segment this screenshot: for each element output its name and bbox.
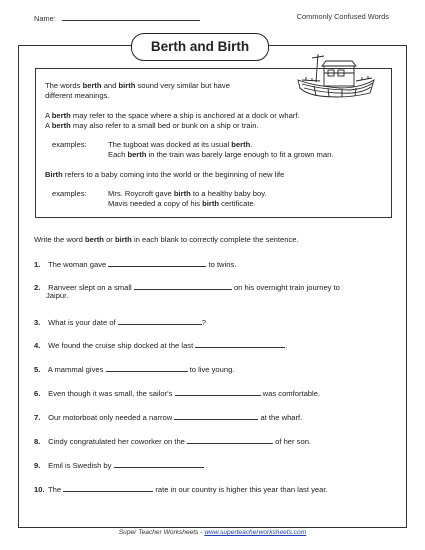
word-berth: berth [82,81,102,90]
question-text: on his overnight train journey to [233,283,340,292]
question-text: of her son. [275,437,312,446]
question-4 [34,339,389,351]
question-7 [34,411,389,423]
question-number: 4. [34,341,41,350]
question-3 [34,316,389,328]
question-text: Cindy congratulated her coworker on the [48,437,185,446]
word-birth: birth [118,81,136,90]
footer-link[interactable]: www.superteacherworksheets.com [204,529,307,536]
question-text: What is your date of [48,318,116,327]
word-birth: birth [202,199,220,208]
question-text: We found the cruise ship docked at the last [48,341,194,350]
question-number: 8. [34,437,41,446]
question-number: 1. [34,260,41,269]
definition-berth-1 [45,111,385,121]
example-text: in the train was barely large enough to fit a grown man. [148,150,334,159]
answer-blank[interactable] [134,281,232,290]
example-text: . [250,140,253,149]
examples-label: examples: [52,140,87,149]
question-1 [34,258,389,270]
word-birth: Birth [45,170,63,179]
question-text: rate in our country is higher this year than last year. [155,485,328,494]
example-3 [108,189,388,199]
instruction-text: in each blank to correctly complete the sentence. [133,235,299,244]
question-number: 3. [34,318,41,327]
footer-separator: - [200,529,203,536]
question-number: 9. [34,461,41,470]
example-text: Mavis needed a copy of his [108,199,201,208]
def-text: refers to a baby coming into the world or the beginning of new life [64,170,285,179]
question-text: Our motorboat only needed a narrow [48,413,173,422]
question-6 [34,387,389,399]
footer-brand: Super Teacher Worksheets [118,529,199,536]
answer-blank[interactable] [106,363,188,372]
question-number: 6. [34,389,41,398]
question-number: 2. [34,283,41,292]
example-text: Each [108,150,126,159]
question-2-continued: Jaipur. [46,291,69,300]
word-berth: berth [127,150,147,159]
question-text: Emil is Swedish by [48,461,112,470]
instruction-text: or [106,235,113,244]
def-text: may also refer to a small bed or bunk on a ship or train. [72,121,259,130]
def-text: A [45,121,50,130]
name-field[interactable] [62,12,200,21]
name-label: Name: [34,14,56,23]
question-text: Even though it was small, the sailor's [48,389,173,398]
question-number: 10. [34,485,45,494]
example-text: certificate. [221,199,256,208]
answer-blank[interactable] [118,316,202,325]
word-birth: birth [173,189,191,198]
intro-part: The words [45,81,81,90]
question-text: A mammal gives [47,365,104,374]
answer-blank[interactable] [63,483,153,492]
question-text: The [47,485,62,494]
definition-berth-2 [45,121,385,131]
topic-label: Commonly Confused Words [296,12,389,21]
intro-part: sound very similar but have [137,81,230,90]
word-berth: berth [231,140,251,149]
intro-part: and [103,81,117,90]
example-text: Mrs. Roycroft gave [108,189,172,198]
examples-label-2: examples: [52,189,87,198]
question-9 [34,459,389,471]
answer-blank[interactable] [195,339,288,350]
question-8 [34,435,389,447]
word-berth: berth [51,121,71,130]
question-text: was comfortable. [262,389,321,398]
question-10 [34,483,389,495]
definition-birth [45,170,385,180]
question-text: to twins. [208,260,237,269]
example-1 [108,140,388,150]
question-text: ? [201,318,207,327]
question-text: to live young. [189,365,235,374]
answer-blank[interactable] [175,387,261,396]
instructions [34,235,394,245]
word-berth: berth [84,235,104,244]
answer-blank[interactable] [108,258,206,267]
instruction-text: Write the word [34,235,83,244]
question-text: . [285,341,288,350]
answer-blank[interactable] [187,435,273,444]
example-text: The tugboat was docked at its usual [108,140,230,149]
example-4 [108,199,388,209]
page-title: Berth and Birth [131,33,269,61]
footer [0,529,425,536]
name-row [34,12,200,23]
word-birth: birth [114,235,132,244]
question-number: 7. [34,413,41,422]
question-text: at the wharf. [260,413,303,422]
example-text: to a healthy baby boy. [192,189,267,198]
question-text: . [205,461,208,470]
question-text: Ranveer slept on a small [48,283,132,292]
def-text: A [45,111,50,120]
word-berth: berth [51,111,71,120]
def-text: may refer to the space where a ship is anchored at a dock or wharf. [72,111,300,120]
answer-blank[interactable] [114,459,204,468]
intro-part: different meanings. [45,91,110,100]
answer-blank[interactable] [174,411,258,420]
example-2 [108,150,398,160]
question-number: 5. [34,365,41,374]
question-5 [34,363,389,375]
intro-text [45,81,305,101]
question-text: The woman gave [47,260,107,269]
